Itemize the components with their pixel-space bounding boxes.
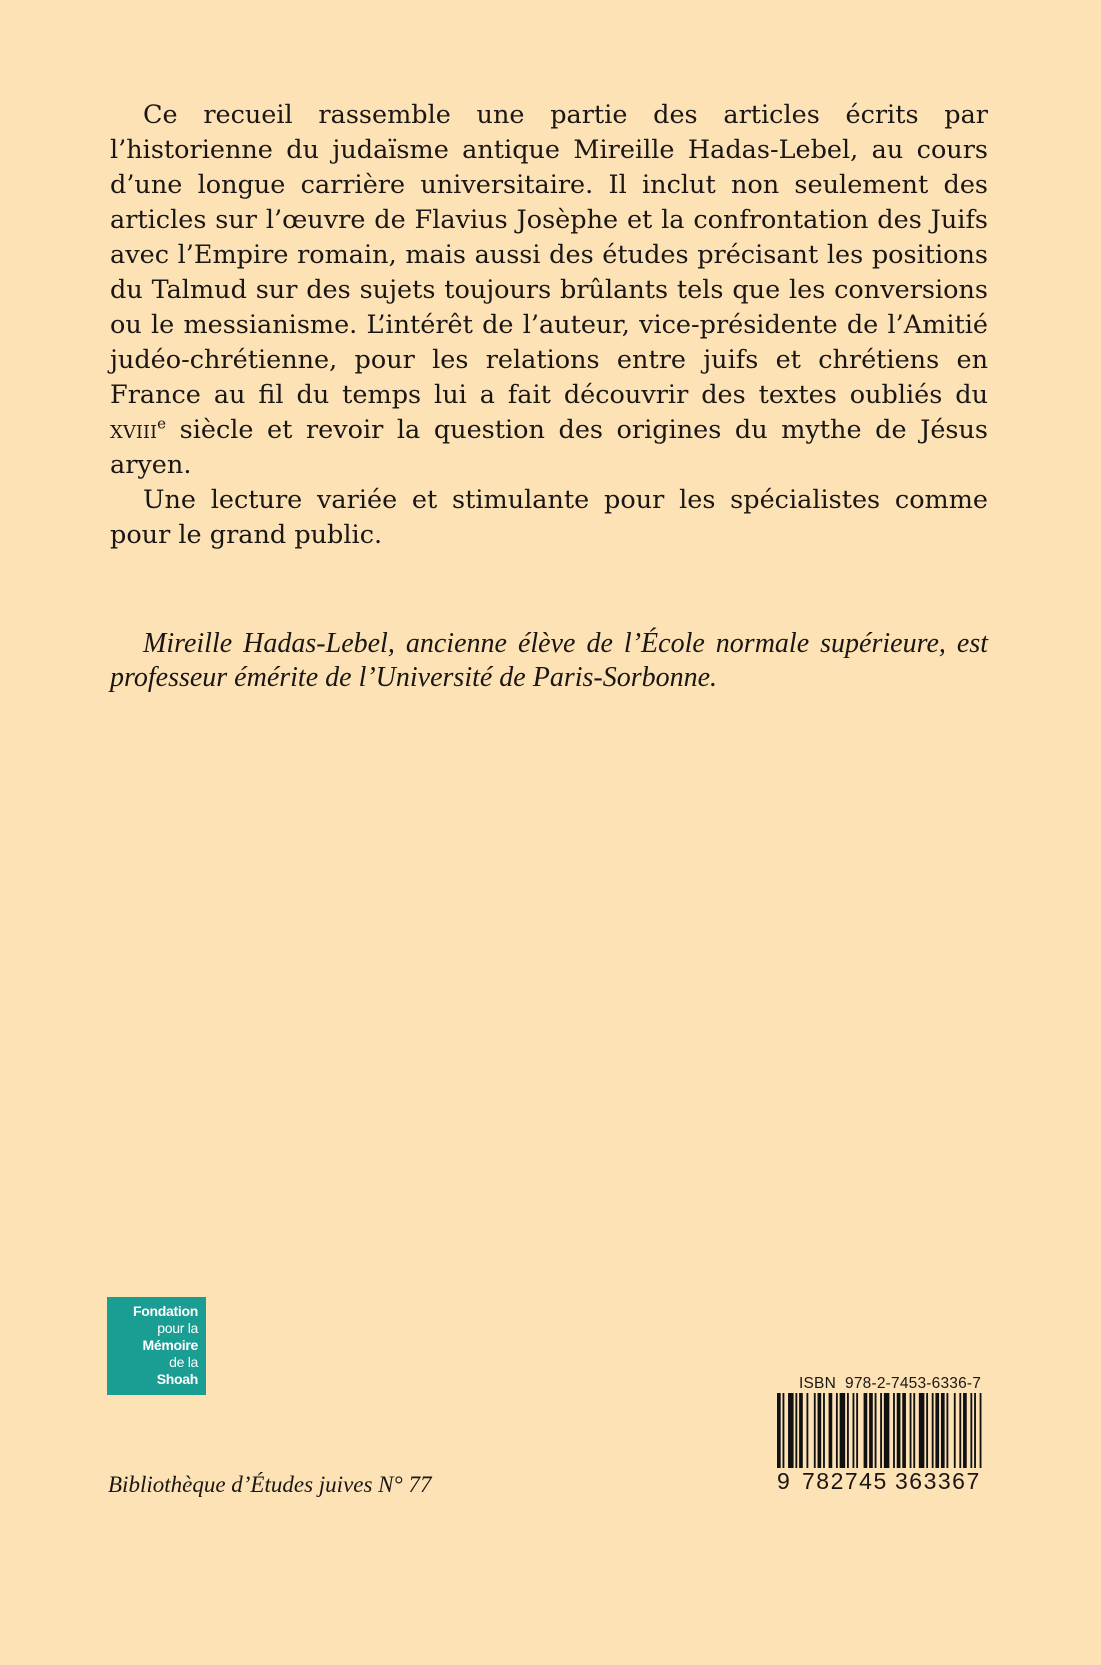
barcode-bar bbox=[970, 1393, 972, 1468]
barcode-bar bbox=[783, 1393, 785, 1468]
barcode-bar bbox=[902, 1393, 906, 1468]
isbn-prefix: ISBN bbox=[799, 1375, 836, 1392]
barcode-bar bbox=[777, 1393, 781, 1468]
barcode-bar bbox=[913, 1393, 915, 1468]
barcode-bar bbox=[788, 1393, 794, 1468]
barcode-bar bbox=[884, 1393, 890, 1468]
barcode-digit-group-2: 363367 bbox=[895, 1468, 981, 1494]
barcode-bar bbox=[974, 1393, 976, 1468]
author-bio bbox=[110, 627, 988, 695]
barcode-bar bbox=[910, 1393, 912, 1468]
barcode-bar bbox=[875, 1393, 877, 1468]
blurb-text-part-2: siècle et revoir la question des origines du mythe de Jésus aryen. bbox=[110, 415, 989, 480]
barcode-bar bbox=[840, 1393, 846, 1468]
barcode-bar bbox=[806, 1393, 808, 1468]
series-title: Bibliothèque d’Études juives N° 77 bbox=[108, 1472, 432, 1497]
logo-line-3: Mémoire bbox=[142, 1337, 198, 1353]
barcode-bar bbox=[897, 1393, 901, 1468]
barcode-bar bbox=[856, 1393, 858, 1468]
isbn-barcode bbox=[777, 1393, 987, 1468]
blurb-paragraph-1 bbox=[110, 98, 988, 483]
isbn-label bbox=[799, 1375, 981, 1393]
barcode-bar bbox=[954, 1393, 956, 1468]
barcode-bar bbox=[864, 1393, 868, 1468]
barcode-bar bbox=[829, 1393, 833, 1468]
barcode-bar bbox=[814, 1393, 816, 1468]
author-bio-text: Mireille Hadas-Lebel, ancienne élève de l’École normale supérieure, est professeur émérite de l’Université de Paris-Sorbonne. bbox=[110, 628, 988, 693]
century-numeral: xviii bbox=[110, 415, 158, 445]
barcode-bar bbox=[818, 1393, 822, 1468]
barcode-bar bbox=[941, 1393, 945, 1468]
barcode-bar bbox=[847, 1393, 849, 1468]
foundation-logo bbox=[107, 1297, 206, 1395]
barcode-digit-lead: 9 bbox=[777, 1468, 790, 1494]
logo-line-4: de la bbox=[169, 1354, 198, 1370]
blurb-text-part-1: Ce recueil rassemble une partie des articles écrits par l’historienne du judaïsme antique Mireille Hadas-Lebel, au cours d’une longue carrière universitaire. Il inclut non seulement des articles sur l’œuvre de Flavius Josèphe et la confrontation des Juifs avec l’Empire romain, mais aussi des études précisant les positions du Talmud sur des sujets toujours brûlants tels que les conversions ou le messianisme. L’intérêt de l’auteur, vice-présidente de l’Amitié judéo-chrétienne, pour les relations entre juifs et chrétiens en France au fil du temps lui a fait découvrir des textes oubliés du bbox=[110, 100, 988, 410]
barcode-bar bbox=[799, 1393, 803, 1468]
barcode-bar bbox=[980, 1393, 982, 1468]
barcode-bar bbox=[853, 1393, 855, 1468]
blurb-paragraph-2: Une lecture variée et stimulante pour les spécialistes comme pour le grand public. bbox=[110, 485, 988, 550]
logo-line-5: Shoah bbox=[156, 1371, 198, 1387]
isbn-number: 978-2-7453-6336-7 bbox=[845, 1375, 982, 1392]
barcode-bar bbox=[869, 1393, 873, 1468]
barcode-digit-group-1: 782745 bbox=[802, 1468, 888, 1494]
barcode-bar bbox=[926, 1393, 928, 1468]
barcode-bar bbox=[919, 1393, 925, 1468]
logo-line-2: pour la bbox=[157, 1320, 198, 1336]
barcode-bar bbox=[963, 1393, 967, 1468]
back-cover-blurb bbox=[110, 98, 988, 553]
barcode-bar bbox=[946, 1393, 948, 1468]
barcode-bar bbox=[932, 1393, 934, 1468]
barcode-bar bbox=[823, 1393, 825, 1468]
barcode-bar bbox=[935, 1393, 939, 1468]
barcode-bar bbox=[893, 1393, 895, 1468]
barcode-bar bbox=[959, 1393, 961, 1468]
barcode-bar bbox=[880, 1393, 882, 1468]
barcode-bar bbox=[836, 1393, 838, 1468]
century-superscript: e bbox=[157, 414, 167, 433]
logo-line-1: Fondation bbox=[133, 1303, 198, 1319]
barcode-bar bbox=[795, 1393, 797, 1468]
